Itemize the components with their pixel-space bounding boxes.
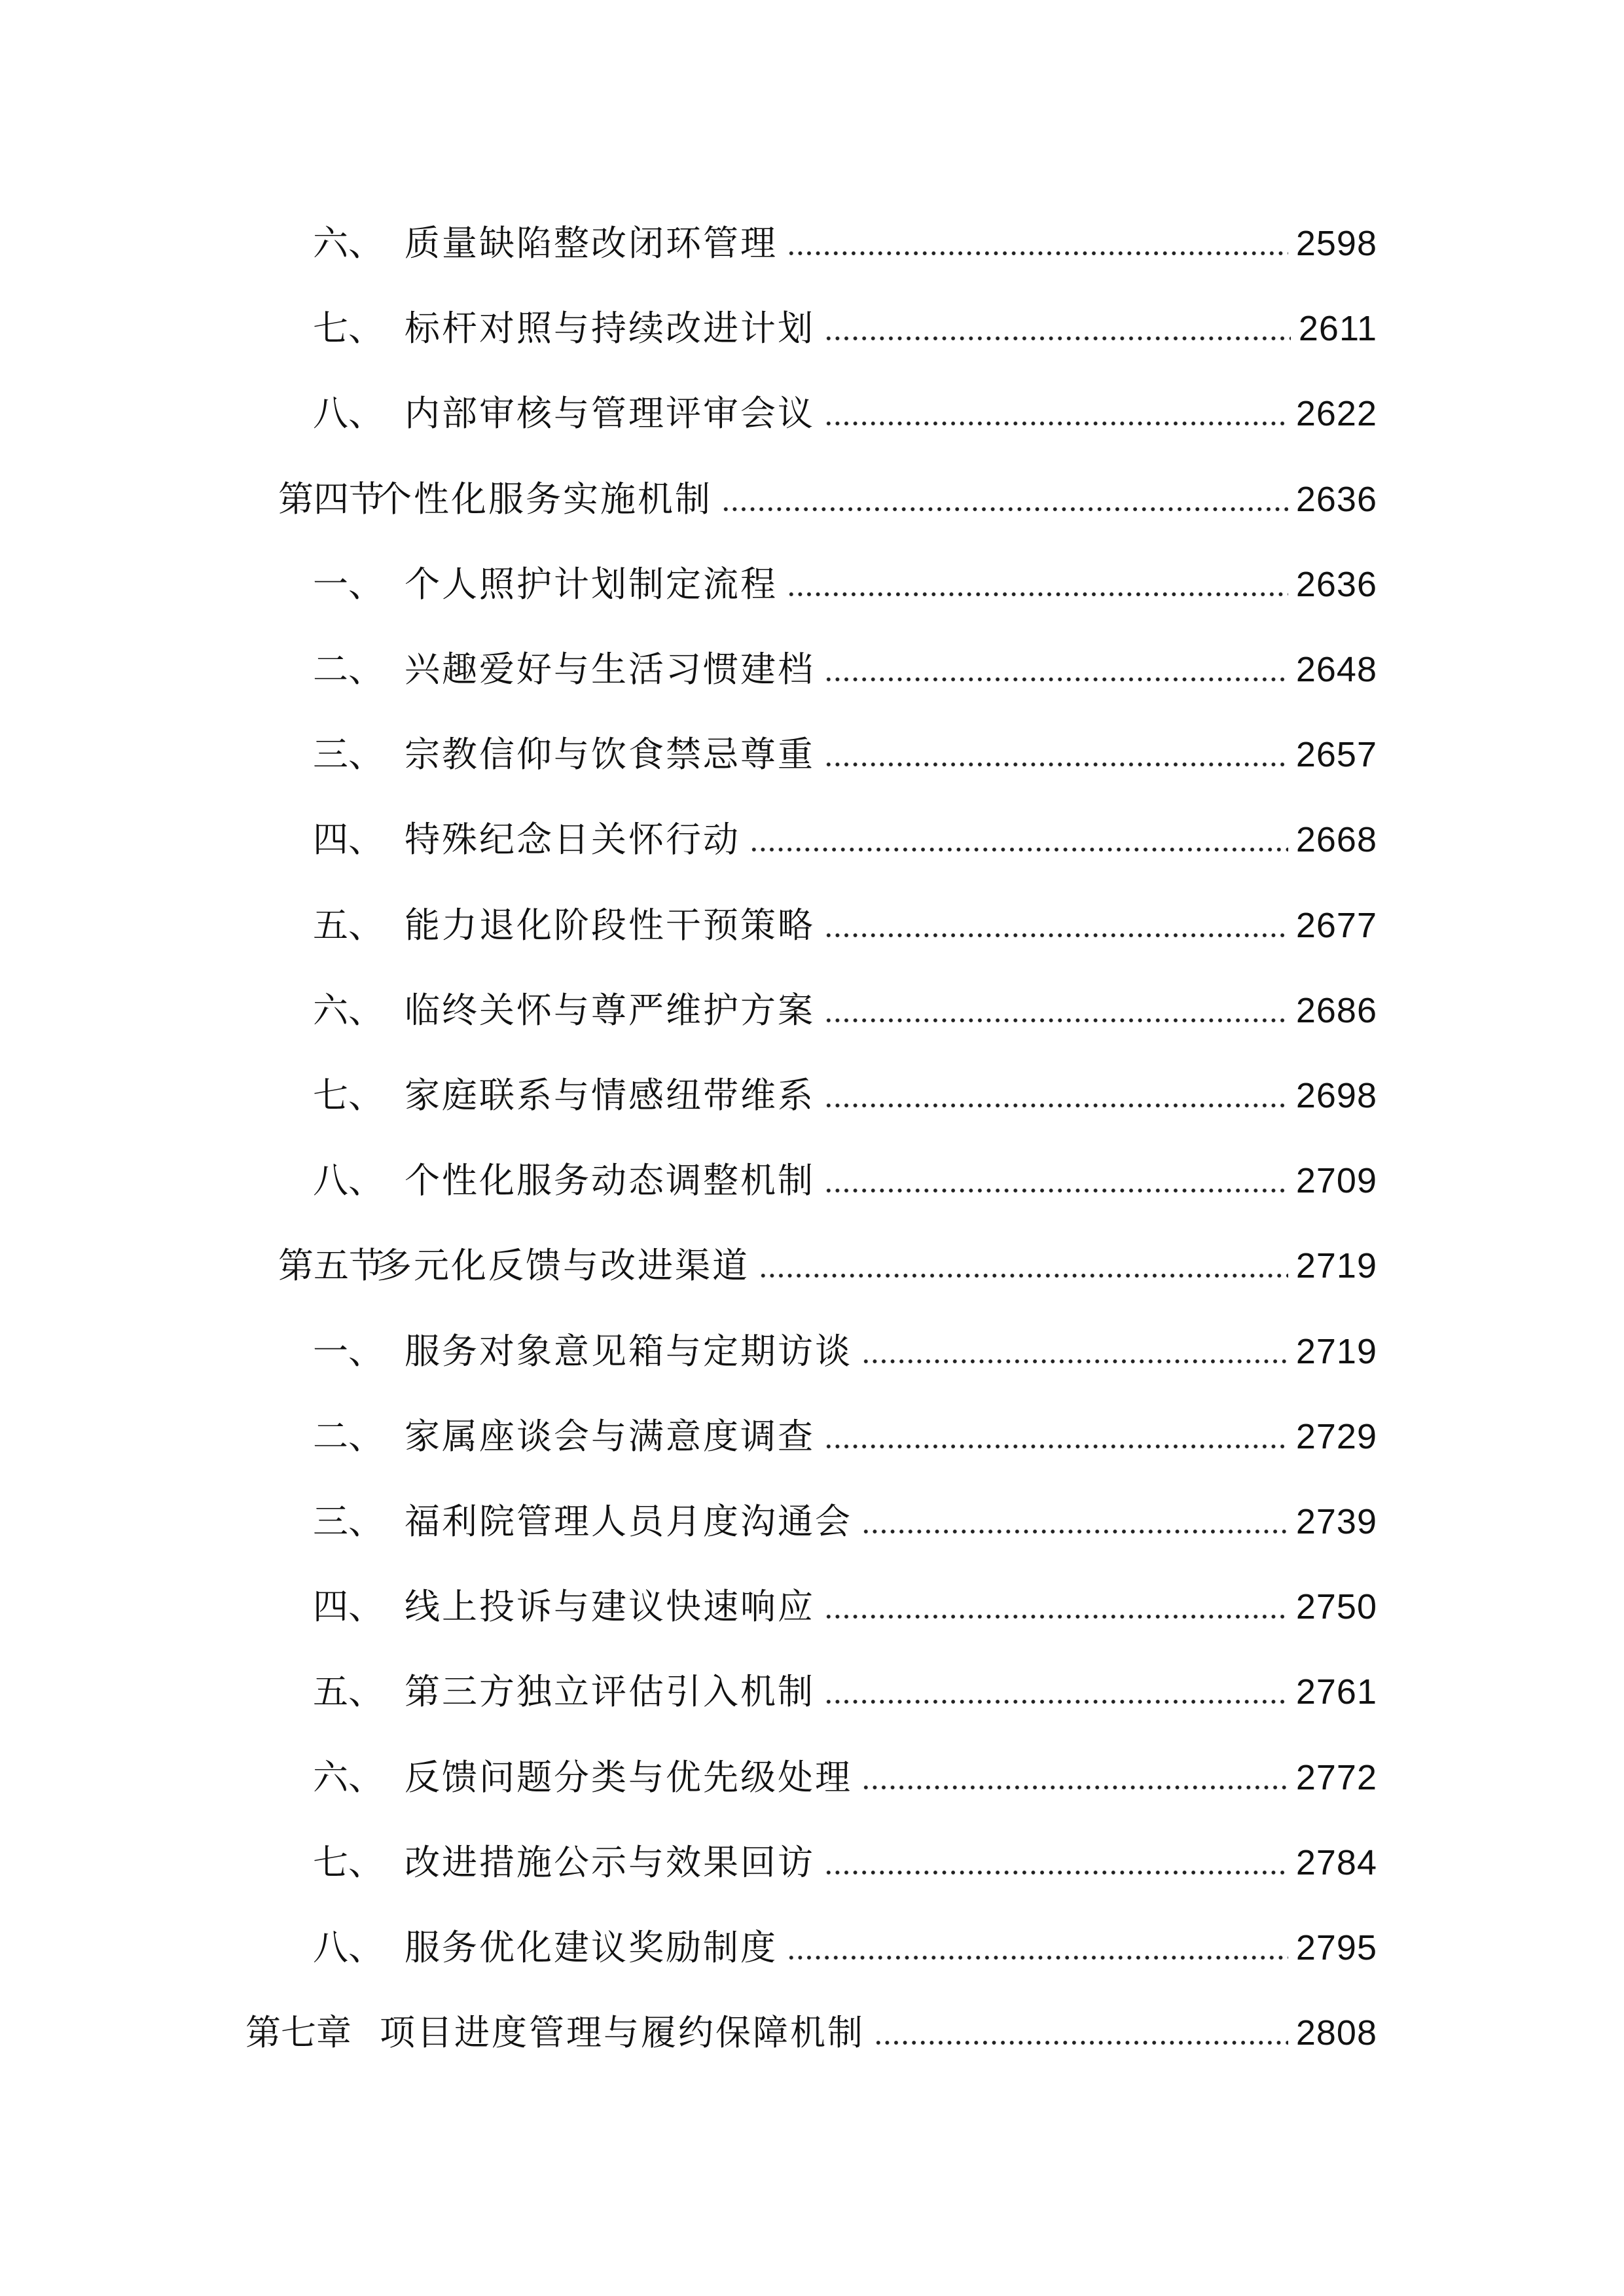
toc-entry-page-number: 2636 [1295,564,1377,604]
toc-entry-page-number: 2598 [1295,224,1377,263]
toc-entry-title: 个性化服务动态调整机制 [405,1160,815,1202]
dot-leader [824,1101,1288,1110]
toc-subsection-entry[interactable] [313,728,1377,781]
toc-entry-title: 宗教信仰与饮食禁忌尊重 [405,734,815,776]
toc-subsection-entry[interactable] [313,1496,1377,1548]
toc-entry-number: 第四节 [278,478,384,520]
toc-entry-page-number: 2761 [1295,1672,1377,1712]
toc-subsection-entry[interactable] [313,558,1377,611]
dot-leader [749,845,1288,854]
toc-entry-number: 三、 [313,734,384,776]
toc-entry-page-number: 2795 [1295,1928,1377,1967]
toc-entry-title: 服务优化建议奖励制度 [405,1927,778,1968]
toc-entry-number: 八、 [313,393,384,435]
toc-entry-number: 二、 [313,649,384,690]
toc-entry-page-number: 2772 [1295,1757,1377,1797]
toc-entry-number: 六、 [313,223,384,264]
toc-entry-number: 八、 [313,1160,384,1202]
toc-entry-title: 临终关怀与尊严维护方案 [405,989,815,1031]
toc-entry-page-number: 2648 [1295,650,1377,689]
toc-entry-page-number: 2709 [1295,1161,1377,1201]
toc-entry-page-number: 2808 [1295,2013,1377,2053]
toc-entry-number: 第五节 [278,1245,384,1287]
dot-leader [787,1953,1288,1962]
toc-subsection-entry[interactable] [313,1666,1377,1718]
dot-leader [824,334,1291,343]
dot-leader [824,760,1288,769]
toc-entry-title: 质量缺陷整改闭环管理 [405,223,778,264]
toc-entry-title: 项目进度管理与履约保障机制 [380,2012,865,2054]
toc-entry-title: 改进措施公示与效果回访 [405,1841,815,1883]
dot-leader [874,2038,1288,2047]
toc-entry-page-number: 2719 [1295,1246,1377,1286]
toc-entry-title: 反馈问题分类与优先级处理 [405,1756,852,1798]
dot-leader [824,675,1288,684]
dot-leader [787,590,1288,599]
toc-entry-title: 家庭联系与情感纽带维系 [405,1075,815,1116]
toc-subsection-entry[interactable] [313,1837,1377,1889]
dot-leader [824,1186,1288,1195]
dot-leader [824,1442,1288,1451]
dot-leader [787,249,1288,258]
toc-entry-title: 兴趣爱好与生活习惯建档 [405,649,815,690]
toc-subsection-entry[interactable] [313,1155,1377,1207]
toc-entry-page-number: 2686 [1295,990,1377,1030]
toc-entry-title: 能力退化阶段性干预策略 [405,904,815,946]
dot-leader [824,1016,1288,1025]
toc-subsection-entry[interactable] [313,302,1377,355]
toc-entry-number: 七、 [313,308,384,350]
toc-entry-page-number: 2636 [1295,479,1377,519]
toc-subsection-entry[interactable] [313,1751,1377,1804]
dot-leader [824,1868,1288,1877]
toc-entry-number: 六、 [313,1756,384,1798]
dot-leader [861,1357,1288,1366]
dot-leader [759,1271,1288,1280]
toc-entry-title: 福利院管理人员月度沟通会 [405,1501,852,1542]
toc-section-entry[interactable] [278,1240,1377,1292]
toc-entry-page-number: 2611 [1298,309,1377,349]
toc-entry-number: 七、 [313,1841,384,1883]
toc-chapter-entry[interactable] [245,2007,1377,2059]
dot-leader [824,419,1288,428]
toc-subsection-entry[interactable] [313,899,1377,952]
toc-entry-page-number: 2668 [1295,820,1377,860]
toc-entry-page-number: 2750 [1295,1587,1377,1627]
toc-entry-number: 七、 [313,1075,384,1116]
toc-entry-title: 多元化反馈与改进渠道 [376,1245,749,1287]
toc-entry-title: 个性化服务实施机制 [376,478,712,520]
toc-entry-number: 四、 [313,819,384,861]
toc-entry-title: 标杆对照与持续改进计划 [405,308,815,350]
toc-entry-number: 五、 [313,904,384,946]
toc-entry-number: 四、 [313,1586,384,1628]
toc-entry-page-number: 2622 [1295,394,1377,434]
dot-leader [861,1527,1288,1536]
toc-entry-number: 八、 [313,1927,384,1968]
dot-leader [824,931,1288,940]
toc-entry-page-number: 2719 [1295,1331,1377,1371]
toc-entry-number: 三、 [313,1501,384,1542]
dot-leader [824,1697,1288,1706]
toc-subsection-entry[interactable] [313,1069,1377,1122]
toc-subsection-entry[interactable] [313,387,1377,440]
toc-entry-number: 五、 [313,1671,384,1713]
toc-subsection-entry[interactable] [313,1325,1377,1378]
toc-entry-number: 六、 [313,989,384,1031]
toc-entry-page-number: 2729 [1295,1416,1377,1456]
toc-subsection-entry[interactable] [313,984,1377,1037]
toc-entry-page-number: 2784 [1295,1842,1377,1882]
toc-subsection-entry[interactable] [313,814,1377,866]
toc-entry-number: 一、 [313,563,384,605]
toc-entry-page-number: 2657 [1295,735,1377,775]
toc-subsection-entry[interactable] [313,1410,1377,1463]
toc-subsection-entry[interactable] [313,643,1377,696]
toc-entry-page-number: 2739 [1295,1502,1377,1541]
toc-entry-number: 一、 [313,1330,384,1372]
toc-section-entry[interactable] [278,473,1377,526]
toc-entry-title: 内部审核与管理评审会议 [405,393,815,435]
toc-entry-number: 第七章 [245,2012,352,2054]
toc-subsection-entry[interactable] [313,217,1377,270]
toc-subsection-entry[interactable] [313,1581,1377,1633]
dot-leader [721,505,1288,514]
toc-entry-title: 特殊纪念日关怀行动 [405,819,740,861]
toc-entry-page-number: 2698 [1295,1076,1377,1115]
toc-entry-title: 家属座谈会与满意度调查 [405,1415,815,1457]
toc-entry-number: 二、 [313,1415,384,1457]
toc-entry-title: 线上投诉与建议快速响应 [405,1586,815,1628]
dot-leader [824,1612,1288,1621]
toc-entry-page-number: 2677 [1295,905,1377,945]
dot-leader [861,1783,1288,1792]
toc-subsection-entry[interactable] [313,1922,1377,1974]
toc-entry-title: 个人照护计划制定流程 [405,563,778,605]
toc-entry-title: 服务对象意见箱与定期访谈 [405,1330,852,1372]
toc-entry-title: 第三方独立评估引入机制 [405,1671,815,1713]
